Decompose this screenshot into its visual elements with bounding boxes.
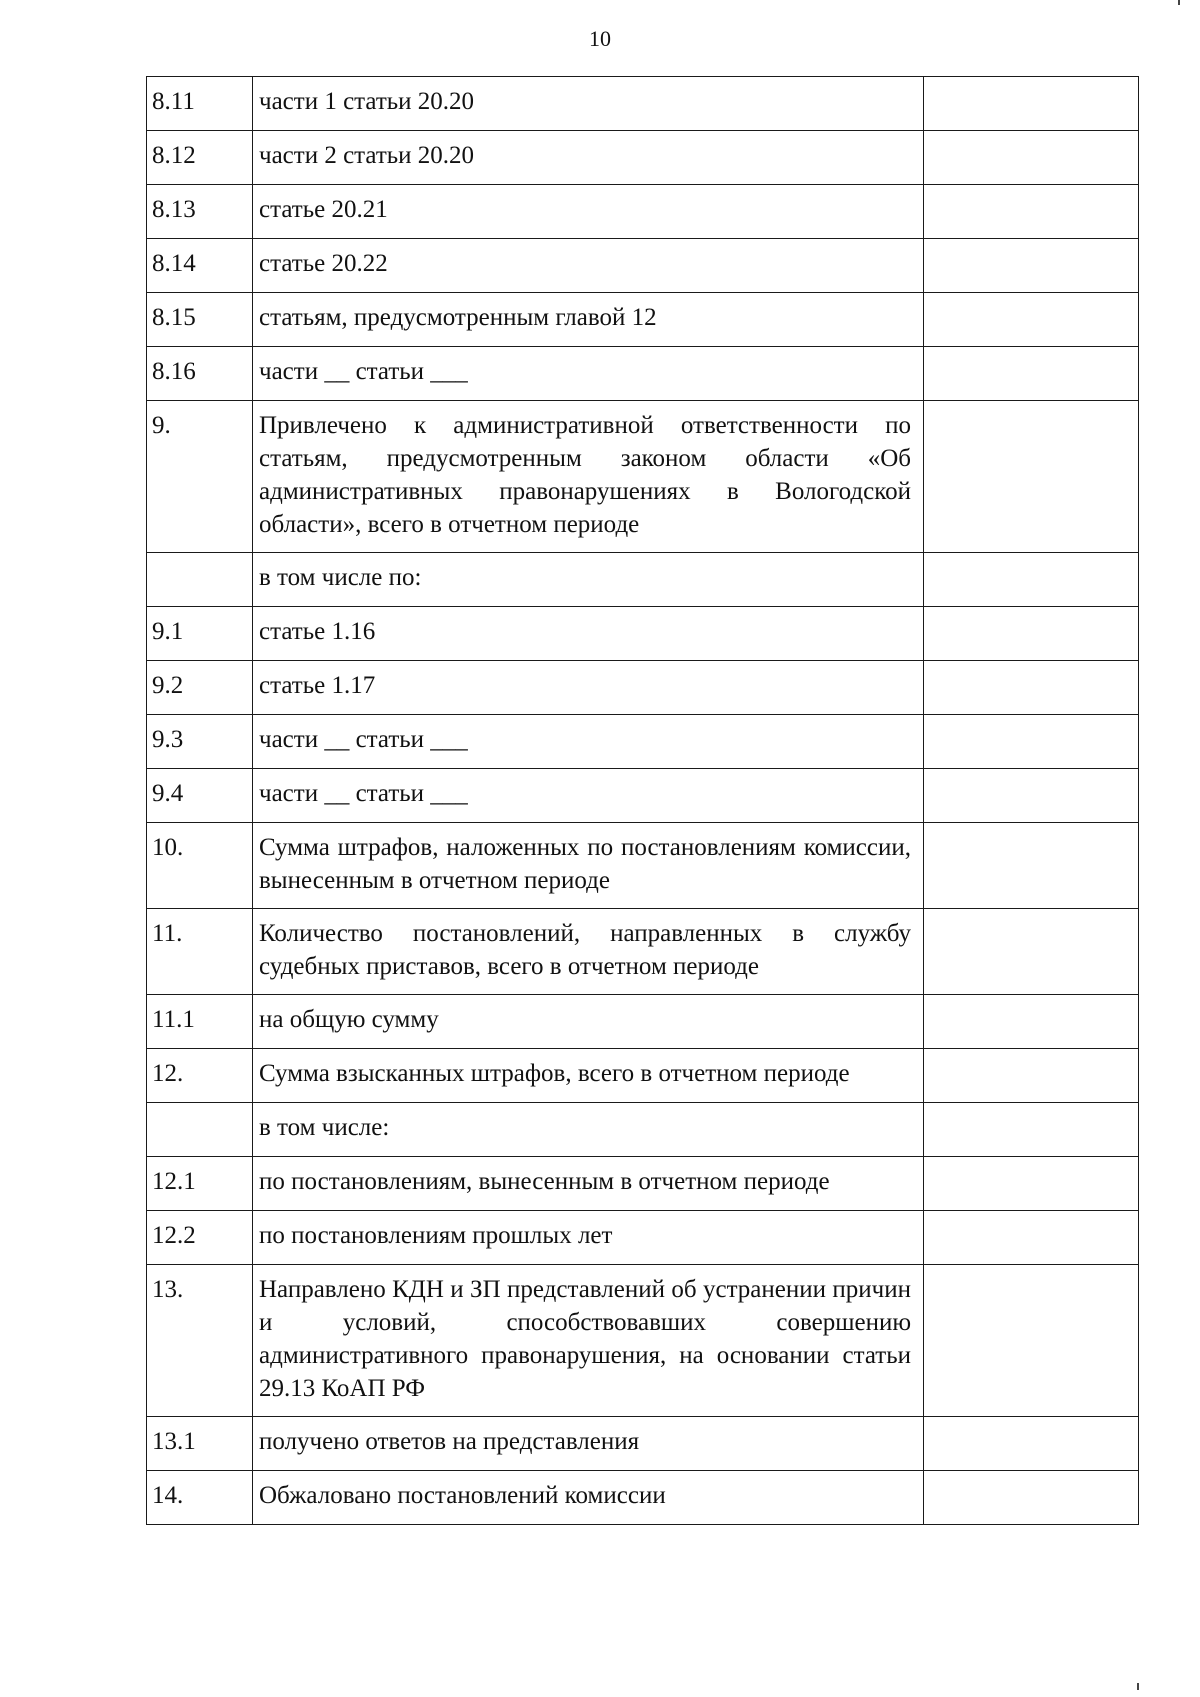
table-row: [147, 553, 1139, 607]
row-number: 13.: [147, 1265, 253, 1417]
row-value-cell[interactable]: [924, 293, 1139, 347]
row-description: Сумма штрафов, наложенных по постановлениям комиссии, вынесенным в отчетном периоде: [253, 823, 924, 909]
table-row: [147, 1211, 1139, 1265]
row-description: статьям, предусмотренным главой 12: [253, 293, 924, 347]
row-value-cell[interactable]: [924, 1157, 1139, 1211]
row-number: 8.12: [147, 131, 253, 185]
row-value-cell[interactable]: [924, 715, 1139, 769]
table-row: [147, 1265, 1139, 1417]
row-value-cell[interactable]: [924, 661, 1139, 715]
row-number: 8.16: [147, 347, 253, 401]
row-number: 12.: [147, 1049, 253, 1103]
row-description: статье 1.16: [253, 607, 924, 661]
row-description: части __ статьи ___: [253, 715, 924, 769]
row-value-cell[interactable]: [924, 1265, 1139, 1417]
row-description: Количество постановлений, направленных в службу судебных приставов, всего в отчетном периоде: [253, 909, 924, 995]
row-number: 14.: [147, 1471, 253, 1525]
row-value-cell[interactable]: [924, 185, 1139, 239]
row-number: 8.15: [147, 293, 253, 347]
row-value-cell[interactable]: [924, 1417, 1139, 1471]
row-value-cell[interactable]: [924, 347, 1139, 401]
row-description: части 1 статьи 20.20: [253, 77, 924, 131]
table-row: [147, 293, 1139, 347]
row-value-cell[interactable]: [924, 131, 1139, 185]
table-row: [147, 185, 1139, 239]
table-row: [147, 1417, 1139, 1471]
row-value-cell[interactable]: [924, 909, 1139, 995]
table-row: [147, 995, 1139, 1049]
table-row: [147, 77, 1139, 131]
scan-mark-top: [1178, 0, 1180, 5]
row-description: по постановлениям прошлых лет: [253, 1211, 924, 1265]
row-value-cell[interactable]: [924, 823, 1139, 909]
table-row: [147, 1157, 1139, 1211]
table-row: [147, 607, 1139, 661]
row-description: Обжаловано постановлений комиссии: [253, 1471, 924, 1525]
row-value-cell[interactable]: [924, 77, 1139, 131]
row-description: Направлено КДН и ЗП представлений об устранении причин и условий, способствовавших совершению административного правонарушения, на основании статьи 29.13 КоАП РФ: [253, 1265, 924, 1417]
row-number: 12.1: [147, 1157, 253, 1211]
row-description: по постановлениям, вынесенным в отчетном периоде: [253, 1157, 924, 1211]
row-description: Привлечено к административной ответственности по статьям, предусмотренным законом области «Об административных правонарушениях в Вологодской области», всего в отчетном периоде: [253, 401, 924, 553]
row-number: 13.1: [147, 1417, 253, 1471]
row-number: 9.: [147, 401, 253, 553]
table-row: [147, 909, 1139, 995]
row-description: статье 20.22: [253, 239, 924, 293]
table-row: [147, 401, 1139, 553]
table-row: [147, 239, 1139, 293]
row-description: Сумма взысканных штрафов, всего в отчетном периоде: [253, 1049, 924, 1103]
row-description: статье 1.17: [253, 661, 924, 715]
row-number: [147, 1103, 253, 1157]
row-description: части __ статьи ___: [253, 769, 924, 823]
row-number: 8.11: [147, 77, 253, 131]
row-number: 8.14: [147, 239, 253, 293]
row-description: части __ статьи ___: [253, 347, 924, 401]
row-number: 11.1: [147, 995, 253, 1049]
row-value-cell[interactable]: [924, 1471, 1139, 1525]
row-number: 12.2: [147, 1211, 253, 1265]
row-value-cell[interactable]: [924, 607, 1139, 661]
table-row: [147, 769, 1139, 823]
row-number: [147, 553, 253, 607]
row-description: части 2 статьи 20.20: [253, 131, 924, 185]
row-value-cell[interactable]: [924, 553, 1139, 607]
table-row: [147, 1103, 1139, 1157]
table-row: [147, 1471, 1139, 1525]
row-number: 9.2: [147, 661, 253, 715]
table-row: [147, 823, 1139, 909]
row-description: получено ответов на представления: [253, 1417, 924, 1471]
row-value-cell[interactable]: [924, 239, 1139, 293]
row-description: в том числе по:: [253, 553, 924, 607]
table-row: [147, 661, 1139, 715]
table-row: [147, 347, 1139, 401]
row-value-cell[interactable]: [924, 1049, 1139, 1103]
table-row: [147, 715, 1139, 769]
row-description: статье 20.21: [253, 185, 924, 239]
row-number: 9.1: [147, 607, 253, 661]
scan-mark-bottom: [1137, 1683, 1139, 1690]
row-value-cell[interactable]: [924, 769, 1139, 823]
row-number: 9.3: [147, 715, 253, 769]
row-number: 9.4: [147, 769, 253, 823]
table-row: [147, 1049, 1139, 1103]
table-row: [147, 131, 1139, 185]
row-number: 10.: [147, 823, 253, 909]
row-value-cell[interactable]: [924, 1103, 1139, 1157]
row-description: в том числе:: [253, 1103, 924, 1157]
row-number: 11.: [147, 909, 253, 995]
row-value-cell[interactable]: [924, 401, 1139, 553]
page-number: 10: [589, 26, 611, 51]
report-table: [146, 76, 1139, 1525]
row-number: 8.13: [147, 185, 253, 239]
row-value-cell[interactable]: [924, 995, 1139, 1049]
row-value-cell[interactable]: [924, 1211, 1139, 1265]
row-description: на общую сумму: [253, 995, 924, 1049]
